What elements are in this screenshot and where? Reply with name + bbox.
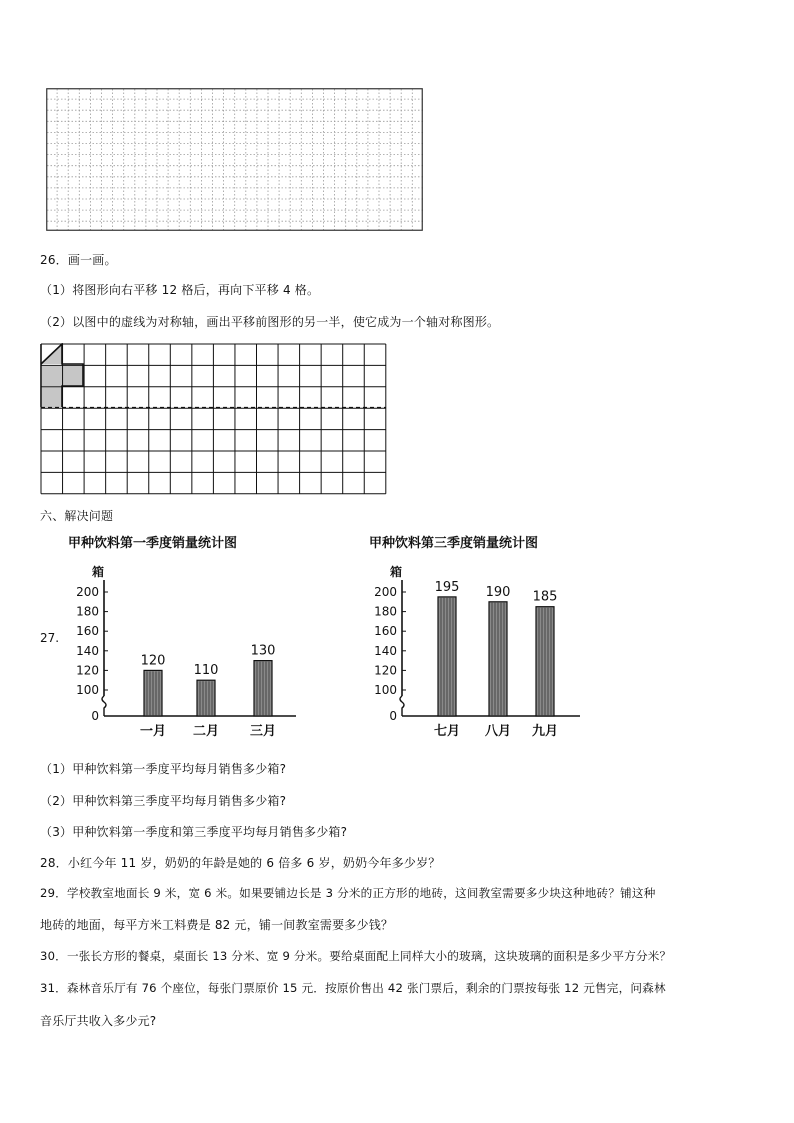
- q27-number: 27.: [40, 631, 60, 645]
- y-tick-label: 0: [389, 709, 397, 723]
- q31-line1: 31．森林音乐厅有 76 个座位，每张门票原价 15 元．按原价售出 42 张门票后，剩余的门票按每张 12 元售完，问森林: [40, 981, 666, 995]
- x-category-label: 七月: [433, 724, 461, 739]
- y-axis-unit: 箱: [390, 565, 403, 579]
- y-tick-label: 180: [374, 604, 397, 619]
- shaded-cell: [42, 387, 63, 407]
- bar-value-label: 130: [250, 643, 276, 659]
- bar-value-label: 110: [193, 663, 219, 679]
- bar-value-label: 185: [532, 589, 558, 605]
- y-tick-label: 140: [76, 643, 99, 658]
- y-tick-label: 0: [91, 709, 99, 723]
- x-category-label: 一月: [139, 724, 167, 739]
- q30-text: 30．一张长方形的餐桌，桌面长 13 分米、宽 9 分米。要给桌面配上同样大小的玻璃，这块玻璃的面积是多少平方分米？: [40, 949, 672, 963]
- square-grid: [40, 343, 390, 495]
- y-tick-label: 120: [76, 663, 99, 678]
- q26-title: 26．画一画。: [40, 253, 117, 267]
- y-axis-unit: 箱: [92, 565, 105, 579]
- q27-part1: （1）甲种饮料第一季度平均每月销售多少箱?: [40, 762, 287, 776]
- y-tick-label: 100: [76, 683, 99, 697]
- q28-text: 28．小红今年 11 岁，奶奶的年龄是她的 6 倍多 6 岁，奶奶今年多少岁？: [40, 856, 441, 870]
- y-tick-label: 200: [374, 585, 397, 599]
- shaded-cell: [63, 366, 84, 386]
- dotted-grid-box: [46, 88, 424, 231]
- q29-line1: 29．学校教室地面长 9 米，宽 6 米。如果要铺边长是 3 分米的正方形的地砖，这间教室需要多少块这种地砖？铺这种: [40, 886, 656, 900]
- x-category-label: 三月: [249, 724, 277, 739]
- y-tick-label: 180: [76, 604, 99, 619]
- chart-title: 甲种饮料第三季度销量统计图: [369, 536, 539, 551]
- x-category-label: 八月: [484, 724, 512, 739]
- x-category-label: 九月: [531, 724, 559, 739]
- bar-value-label: 195: [434, 579, 460, 595]
- q31-line2: 音乐厅共收入多少元?: [40, 1014, 157, 1028]
- q26-part1: （1）将图形向右平移 12 格后，再向下平移 4 格。: [40, 283, 320, 297]
- section-six-title: 六、解决问题: [40, 509, 114, 523]
- y-tick-label: 160: [374, 624, 397, 639]
- y-tick-label: 100: [374, 683, 397, 697]
- x-category-label: 二月: [192, 724, 220, 739]
- q27-part3: （3）甲种饮料第一季度和第三季度平均每月销售多少箱?: [40, 825, 348, 839]
- q29-line2: 地砖的地面，每平方米工料费是 82 元，铺一间教室需要多少钱？: [40, 918, 394, 932]
- bar-value-label: 190: [485, 584, 511, 600]
- y-tick-label: 200: [76, 585, 99, 599]
- y-tick-label: 140: [374, 643, 397, 658]
- q26-part2: （2）以图中的虚线为对称轴，画出平移前图形的另一半，使它成为一个轴对称图形。: [40, 315, 500, 329]
- bar-value-label: 120: [140, 653, 166, 669]
- y-tick-label: 160: [76, 624, 99, 639]
- bar-chart-q1: [60, 530, 310, 745]
- y-tick-label: 120: [374, 663, 397, 678]
- bar-chart-q3: [355, 530, 595, 745]
- chart-title: 甲种饮料第一季度销量统计图: [68, 536, 238, 551]
- shaded-cell: [42, 366, 63, 386]
- q27-part2: （2）甲种饮料第三季度平均每月销售多少箱?: [40, 794, 287, 808]
